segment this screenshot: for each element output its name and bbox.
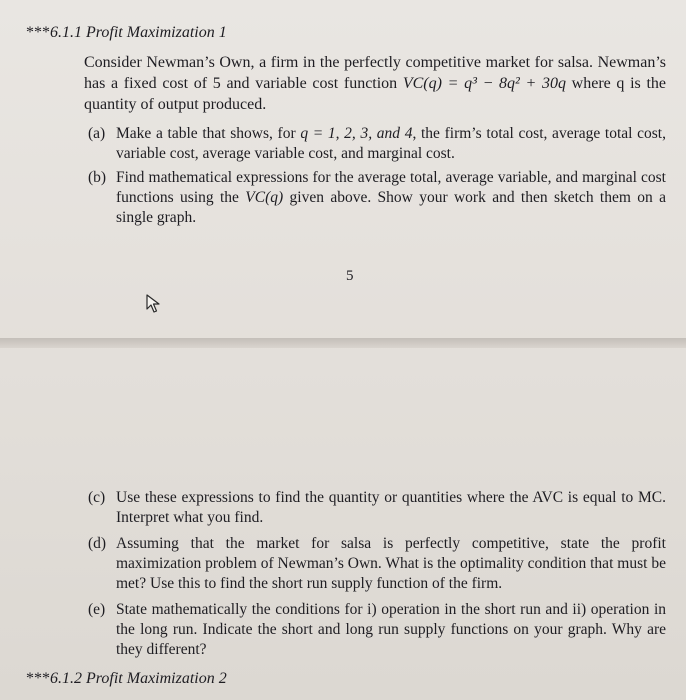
part-marker: (b) [88,169,107,186]
part-marker: (a) [88,125,106,142]
quantity-values: q = 1, 2, 3, and 4 [300,125,413,142]
page-number: 5 [346,268,354,284]
part-text: State mathematically the conditions for i) operation in the short run and ii) operation in the long run. Indicate the short and long run supply functions on your graph. Why are they different? [116,601,666,658]
part-text-start: Make a table that shows, for [116,125,301,142]
heading-text: 6.1.2 Profit Maximization 2 [50,670,227,687]
part-marker: (c) [88,489,106,506]
heading-stars: *** [26,24,50,41]
problem-heading [26,24,227,42]
part-marker: (d) [88,535,107,552]
heading-text: 6.1.1 Profit Maximization 1 [50,24,227,41]
part-d [88,534,666,594]
mouse-pointer-icon [146,294,162,319]
intro-tail: where q is the quantity of output produced. [84,75,666,113]
intro-lead: Consider Newman’s Own, a firm in the perfectly competitive market for salsa. Newman’s has a fixed cost of 5 and variable cost function [84,54,666,92]
part-e [88,600,666,660]
part-text-start: Find mathematical expressions for the average total, average variable, and marginal cost functions using the [116,169,666,206]
part-text: Assuming that the market for salsa is perfectly competitive, state the profit maximization problem of Newman’s Own. What is the optimality condition that must be met? Use this to find the short run supply function of the firm. [116,535,666,592]
variable-cost-formula: VC(q) = q³ − 8q² + 30q [402,75,566,92]
heading-stars: *** [26,670,50,687]
page-break [0,338,686,348]
vc-function: VC(q) [245,189,284,206]
next-problem-heading [26,670,227,688]
part-text [116,168,666,228]
part-a [88,124,666,164]
problem-intro [84,52,666,115]
part-b [88,168,666,228]
part-marker: (e) [88,601,106,618]
part-text-end: given above. Show your work and then sketch them on a single graph. [116,189,667,226]
part-text-end: , the firm’s total cost, average total cost, variable cost, average variable cost, and marginal cost. [116,125,666,162]
part-text [116,124,666,164]
part-text: Use these expressions to find the quantity or quantities where the AVC is equal to MC. Interpret what you find. [116,489,666,526]
part-c [88,488,666,528]
